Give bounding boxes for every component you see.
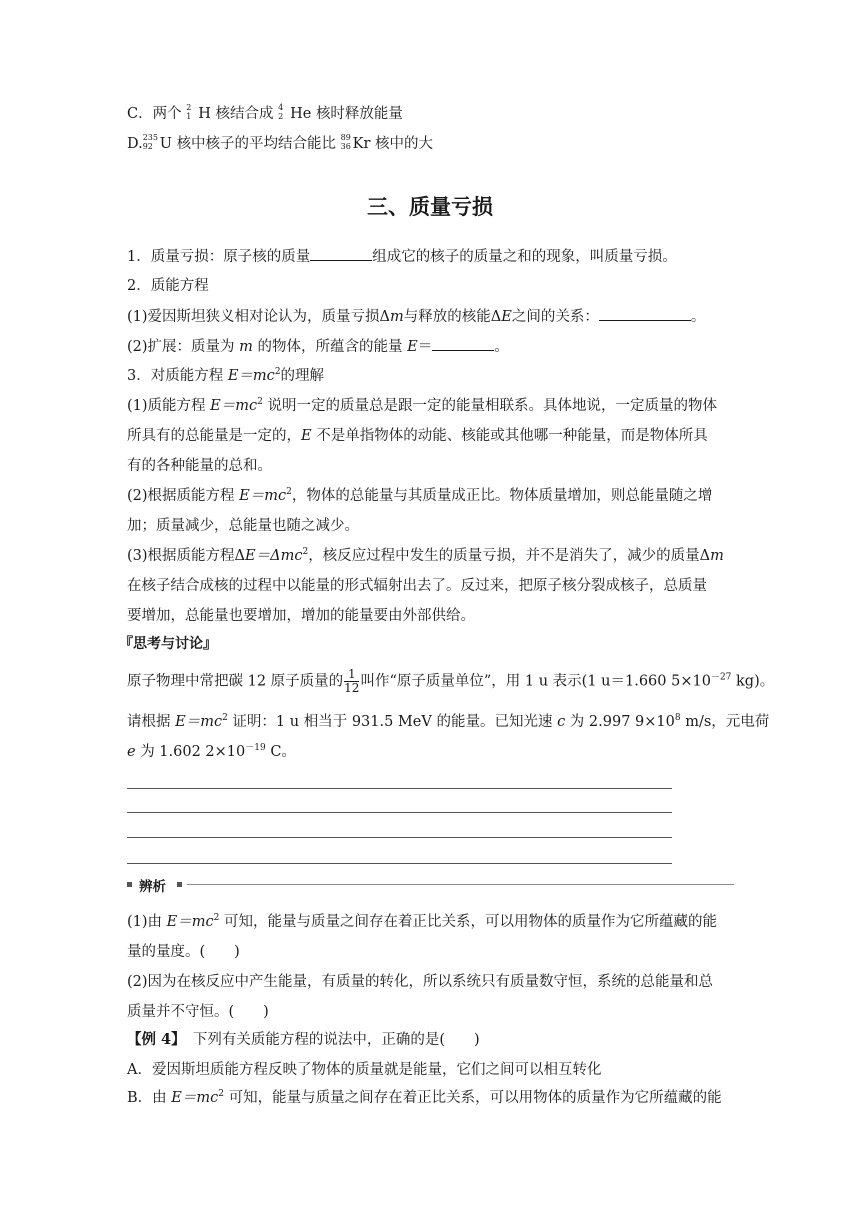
- option-d: D. 235 92 U 核中核子的平均结合能比 89 36 Kr 核中的大: [127, 133, 434, 152]
- paragraph-understanding-1: 所具有的总能量是一定的，E 不是单指物体的动能、核能或其他哪一种能量，而是物体所具: [127, 428, 708, 444]
- analysis-item-1: 量的量度。( ): [127, 944, 240, 960]
- think-question: e 为 1.602 $2\times 10^{-19}$ C。: [127, 743, 296, 760]
- paragraph-heading-2: 2．质能方程: [127, 278, 209, 294]
- paragraph-understanding-1: 有的各种能量的总和。: [127, 458, 272, 474]
- fill-blank[interactable]: [432, 336, 494, 351]
- paragraph-understanding-2: (2)根据质能方程 $E=mc^2$，物体的总能量与其质量成正比。物体质量增加，则总能量随之增: [127, 487, 713, 504]
- option-a: A．爱因斯坦质能方程反映了物体的质量就是能量，它们之间可以相互转化: [127, 1062, 602, 1078]
- answer-line[interactable]: [127, 837, 672, 838]
- paragraph-heading-3: 3．对质能方程 $E=mc^2$的理解: [127, 367, 325, 384]
- paragraph-understanding-3: 在核子结合成核的过程中以能量的形式辐射出去了。反过来，把原子核分裂成核子，总质量: [127, 578, 707, 594]
- example-tag: 【例 4】: [127, 1031, 179, 1048]
- think-question: 原子物理中常把碳 12 原子质量的 $\frac{1}{12}$ 叫作“原子质量单位”，用 1 u 表示(1 u＝1.660 $5\times 10^{-27}$ kg)。: [127, 667, 775, 695]
- square-bullet-icon: [127, 882, 132, 887]
- example-4: 【例 4】 下列有关质能方程的说法中，正确的是( ): [127, 1031, 480, 1048]
- paragraph-understanding-3: (3)根据质能方程ΔE＝Δmc$^2$，核反应过程中发生的质量亏损，并不是消失了，减少的质量Δm: [127, 547, 724, 564]
- isotope-he4: 4 2 He: [278, 103, 312, 122]
- analysis-header: [119, 875, 734, 895]
- paragraph-understanding-3: 要增加，总能量也要增加，增加的能量要由外部供给。: [127, 608, 475, 624]
- divider: [187, 884, 734, 885]
- section-title: 三、质量亏损: [367, 195, 493, 219]
- fill-blank[interactable]: [599, 306, 691, 321]
- paragraph-understanding-1: (1)质能方程 $E=mc^2$ 说明一定的质量总是跟一定的能量相联系。具体地说，一定质量的物体: [127, 397, 717, 414]
- paragraph-einstein: (1)爱因斯坦狭义相对论认为，质量亏损Δm与释放的核能ΔE之间的关系： 。: [127, 306, 705, 327]
- option-b: B．由 $E=mc^2$ 可知，能量与质量之间存在着正比关系，可以用物体的质量作为它所蕴藏的能: [127, 1089, 722, 1106]
- isotope-u235: 235 92 U: [142, 133, 172, 152]
- answer-line[interactable]: [127, 863, 672, 864]
- analysis-label: 辨析: [139, 879, 166, 895]
- paragraph-mass-defect: 1．质量亏损：原子核的质量 组成它的核子的质量之和的现象，叫质量亏损。: [127, 246, 677, 267]
- analysis-item-2: (2)因为在核反应中产生能量，有质量的转化，所以系统只有质量数守恒，系统的总能量和总: [127, 974, 714, 990]
- fraction-1-12: $\frac{1}{12}$: [344, 667, 360, 695]
- think-question: 请根据 $E=mc^2$ 证明：1 u 相当于 931.5 MeV 的能量。已知光速 c 为 2.997 $9\times 10^8$ m/s，元电荷: [127, 713, 770, 730]
- square-bullet-icon: [177, 882, 182, 887]
- answer-line[interactable]: [127, 812, 672, 813]
- paragraph-extension: (2)扩展：质量为 m 的物体，所蕴含的能量 E＝ 。: [127, 336, 509, 357]
- analysis-item-2: 质量并不守恒。( ): [127, 1004, 269, 1020]
- paragraph-understanding-2: 加；质量减少，总能量也随之减少。: [127, 518, 359, 534]
- think-discuss-title: 『思考与讨论』: [119, 636, 217, 652]
- answer-line[interactable]: [127, 788, 672, 789]
- fill-blank[interactable]: [310, 246, 372, 261]
- analysis-item-1: (1)由 $E=mc^2$ 可知，能量与质量之间存在着正比关系，可以用物体的质量作为它所蕴藏的能: [127, 913, 717, 930]
- isotope-kr89: 89 36 Kr: [340, 133, 371, 152]
- isotope-h2: 2 1 H: [186, 103, 211, 122]
- option-c: C．两个 2 1 H 核结合成 4 2 He 核时释放能量: [127, 103, 403, 122]
